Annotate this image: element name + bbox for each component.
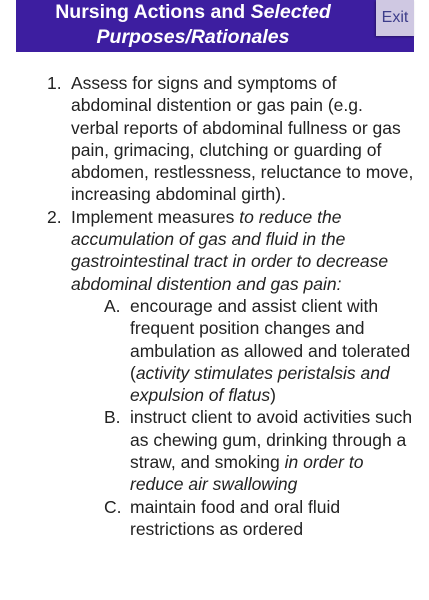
title-bar: [16, 0, 414, 52]
title-part1: Nursing Actions and: [55, 1, 251, 23]
sub-text-italic: activity stimulates peristalsis and expulsion of flatus: [130, 362, 390, 406]
item-text: Assess for signs and symptoms of abdominal distention or gas pain (e.g. verbal reports of abdominal fullness or gas pain, grimacing, clutching or guarding of abdomen, restlessness, reluctance to move, increasing abdominal girth).: [71, 73, 414, 205]
sub-text-plain: maintain food and oral fluid restrictions as ordered: [130, 496, 341, 539]
sub-letter: C.: [104, 496, 122, 517]
list-item-2: [0, 206, 429, 295]
title-part2: Selected: [250, 1, 331, 23]
item-number: 2.: [47, 206, 62, 227]
sub-text-italic: in order to reduce air swallowing: [130, 452, 364, 495]
item-text-italic: to reduce the accumulation of gas and fluid in the gastrointestinal tract in order to decrease abdominal distention and gas pain:: [71, 206, 389, 294]
item-number: 1.: [47, 73, 62, 93]
sub-text-plain: instruct client to avoid activities such as chewing gum, drinking through a straw, and smoking: [130, 407, 413, 473]
page-title: [16, 0, 370, 50]
sub-item-a: [0, 295, 429, 406]
sub-item-c: [0, 496, 429, 541]
item-text-plain: Implement measures: [71, 206, 240, 227]
sub-text-plain: encourage and assist client with frequent position changes and ambulation as allowed and tolerated (: [130, 295, 411, 383]
sub-text-tail: ): [270, 385, 276, 406]
sub-letter: B.: [104, 407, 121, 428]
sub-letter: A.: [104, 295, 121, 316]
exit-button[interactable]: Exit: [376, 0, 414, 36]
list-item-1: [0, 72, 429, 206]
sub-item-b: [0, 406, 429, 495]
rationale-list: [0, 72, 429, 540]
title-line2: Purposes/Rationales: [96, 26, 290, 48]
